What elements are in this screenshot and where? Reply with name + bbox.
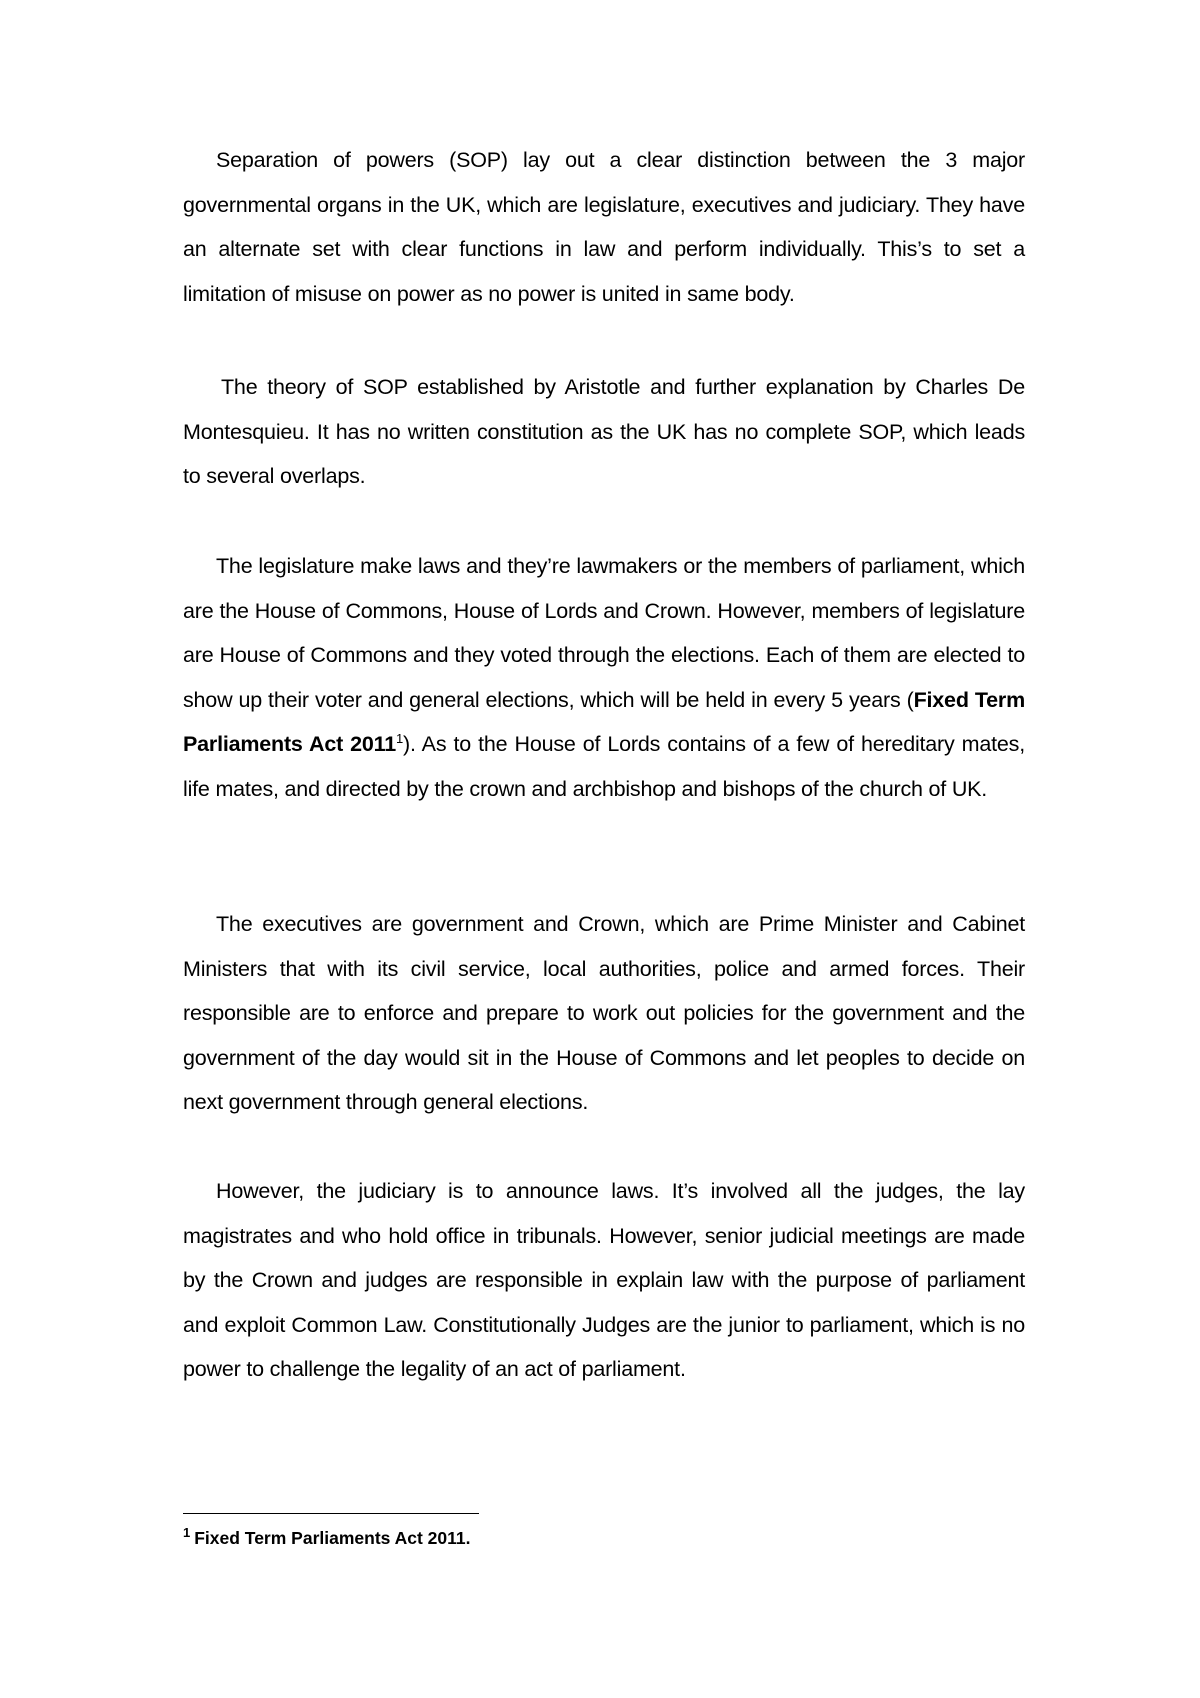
footnote-separator	[183, 1513, 479, 1514]
footnote-reference[interactable]: 1	[396, 730, 404, 746]
paragraph-judiciary: However, the judiciary is to announce laws. It’s involved all the judges, the lay magistrates and who hold office in tribunals. However, senior judicial meetings are made by the Crown and judges are responsible in explain law with the purpose of parliament and exploit Common Law. Constitutionally Judges are the junior to parliament, which is no power to challenge the legality of an act of parliament.	[183, 1179, 1025, 1381]
citation-fixed-term-parliaments-act: Fixed Term Parliaments Act 2011	[183, 687, 1025, 756]
legislature-text-before: The legislature make laws and they’re lawmakers or the members of parliament, which are the House of Commons, House of Lords and Crown. However, members of legislature are House of Commons and they voted through the elections. Each of them are elected to show up their voter and general elections, which will be held in every 5 years (	[183, 554, 1025, 712]
paragraph-theory-of-sop: The theory of SOP established by Aristotle and further explanation by Charles De Montesquieu. It has no written constitution as the UK has no complete SOP, which leads to several overlaps.	[183, 375, 1025, 488]
footnote	[183, 1527, 470, 1549]
paragraph-legislature	[183, 544, 1025, 811]
legislature-text-after: ). As to the House of Lords contains of a few of hereditary mates, life mates, and directed by the crown and archbishop and bishops of the church of UK.	[183, 732, 1025, 801]
paragraph-separation-of-powers: Separation of powers (SOP) lay out a clear distinction between the 3 major governmental organs in the UK, which are legislature, executives and judiciary. They have an alternate set with clear functions in law and perform individually. This’s to set a limitation of misuse on power as no power is united in same body.	[183, 148, 1025, 306]
footnote-number: 1	[183, 1525, 191, 1541]
footnote-text: Fixed Term Parliaments Act 2011.	[194, 1528, 471, 1548]
paragraph-executives: The executives are government and Crown, which are Prime Minister and Cabinet Ministers that with its civil service, local authorities, police and armed forces. Their responsible are to enforce and prepare to work out policies for the government and the government of the day would sit in the House of Commons and let peoples to decide on next government through general elections.	[183, 912, 1025, 1114]
